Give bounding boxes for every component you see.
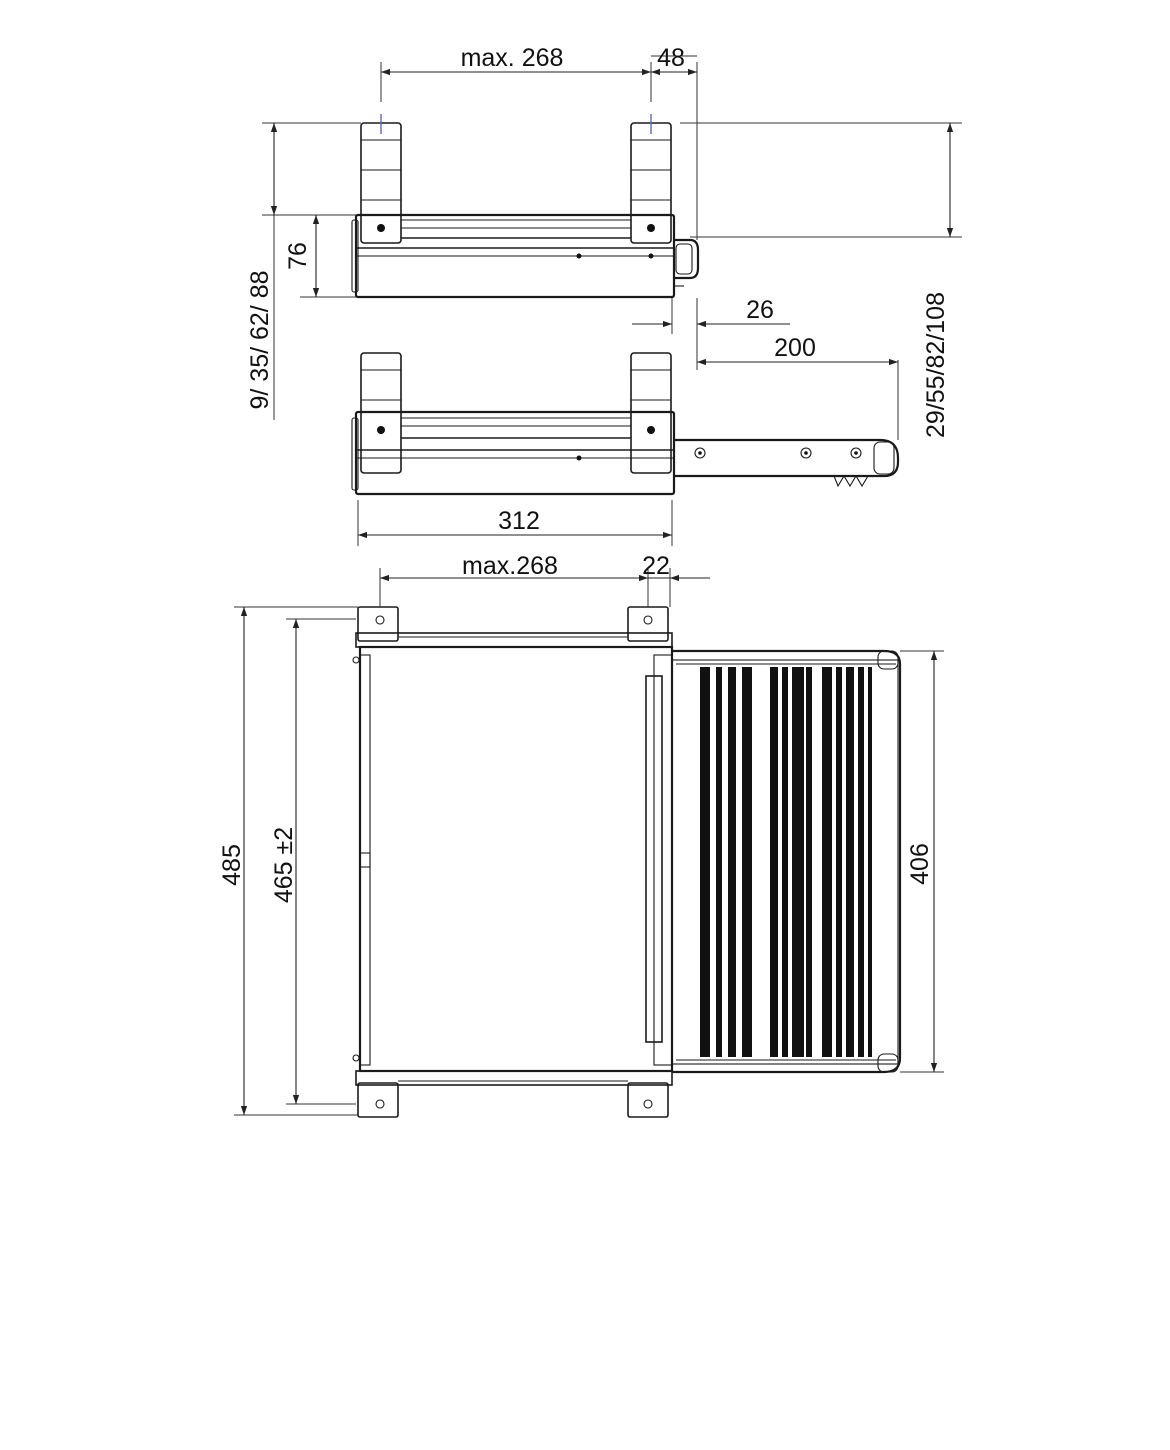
dim-side-extension-gap: 26	[746, 296, 774, 324]
dim-side-max-span: max. 268	[460, 44, 564, 72]
dim-side-step-height: 76	[284, 242, 312, 270]
tread-stripe	[782, 667, 788, 1057]
tread-stripes	[700, 667, 872, 1057]
dim-side-offset: 48	[657, 44, 685, 72]
plan-view	[353, 607, 900, 1117]
tread-stripe	[700, 667, 710, 1057]
tread-stripe	[858, 667, 864, 1057]
dim-plan-mounting-depth: 465 ±2	[270, 826, 298, 904]
dim-side-right-heights: 29/55/82/108	[922, 292, 950, 438]
dim-plan-offset: 22	[642, 552, 670, 580]
tread-stripe	[806, 667, 812, 1057]
tread-stripe	[822, 667, 832, 1057]
tread-stripe	[742, 667, 752, 1057]
tread-stripe	[792, 667, 804, 1057]
dim-side-base-width: 312	[498, 507, 540, 535]
dim-side-total-heights: 9/ 35/ 62/ 88	[246, 270, 274, 410]
dim-plan-max-span: max.268	[462, 552, 558, 580]
tread-stripe	[836, 667, 842, 1057]
dim-side-extension-length: 200	[774, 334, 816, 362]
dim-plan-total-depth: 485	[218, 844, 246, 886]
dim-plan-step-width: 406	[906, 843, 934, 885]
tread-stripe	[716, 667, 722, 1057]
tread-stripe	[868, 667, 872, 1057]
side-view-extended	[352, 353, 898, 494]
tread-stripe	[770, 667, 778, 1057]
side-view-retracted	[352, 114, 698, 297]
tread-stripe	[728, 667, 736, 1057]
tread-stripe	[846, 667, 854, 1057]
